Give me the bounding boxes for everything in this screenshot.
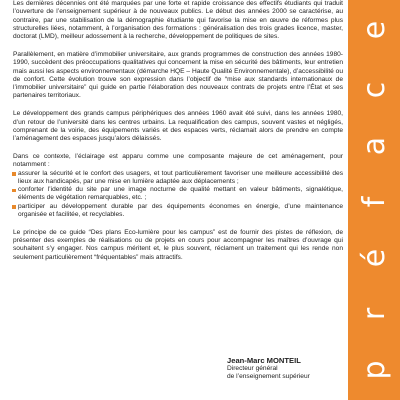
side-title-letter: p (356, 360, 392, 380)
list-item (13, 186, 343, 203)
side-title-letter: f (356, 196, 392, 208)
side-title-letter: e (356, 20, 392, 40)
side-title-word (348, 0, 400, 400)
signatory-title-line1: Directeur général (227, 365, 278, 372)
side-title-band (348, 0, 400, 400)
list-item-text: conforter l’identité du site par une image nocturne de qualité mettant en valeur bâtiments, signalétique, éléments de végétation remarquables, etc. ; (18, 186, 343, 202)
list-item (13, 170, 343, 187)
paragraph-campus-history: Le développement des grands campus périphériques des années 1960 avait été suivi, dans les années 1980, d’un retour de l’université dans les centres urbains. La requalification des campus, souvent vastes et négligés, comprenant de la voirie, des équipements variés et des espaces verts, réclamait alors de prendre en compte l’aménagement des espaces jusqu’alors délaissés. (13, 110, 343, 143)
side-title-letter: r (356, 307, 392, 321)
side-title-letter: é (356, 248, 392, 268)
paragraph-intro: Les dernières décennies ont été marquées par une forte et rapide croissance des effectifs étudiants qui traduit l’ouverture de l’enseignement supérieur à de nouveaux publics. Le début des années 2000 se caractérise, au contraire, par une stabilisation de la démographie étudiante qui favorise la mise en œuvre de réformes plus structurelles liées, notamment, à l’organisation des formations : généralisation des trois grades licence, master, doctorat (LMD), meilleur adossement à la recherche, développement de politiques de sites. (13, 0, 343, 41)
signatory-title-line2: de l’enseignement supérieur (227, 373, 310, 381)
paragraph-real-estate: Parallèlement, en matière d’immobilier universitaire, aux grands programmes de construction des années 1980-1990, succèdent des préoccupations qualitatives qui concernent la mise en sécurité des bâtiments, leur entretien mais aussi les aspects environnementaux (démarche HQE – Haute Qualité Environnementale), d’accessibilité ou de confort. Cette évolution trouve son expression dans l’objectif de “mise aux standards internationaux de l’immobilier universitaire” qui guide en partie l’élaboration des nouveaux contrats de projets entre l’État et ses partenaires territoriaux. (13, 50, 343, 100)
signatory-name: Jean-Marc MONTEIL (227, 356, 301, 365)
square-bullet-icon (12, 172, 16, 176)
paragraph-guide-purpose: Le principe de ce guide “Des plans Eco-lumière pour les campus” est de fournir des pistes de réflexion, de présenter des exemples de réalisations ou de projets en cours pour accompagner les maîtres d’ouvrage qui souhaitent s’y engager. Nos campus méritent et, le plus souvent, réclament un traitement qui les rende non seulement particulièrement “fréquentables” mais attractifs. (13, 228, 343, 261)
preface-body (13, 0, 343, 272)
list-item-text: assurer la sécurité et le confort des usagers, et tout particulièrement favoriser une meilleure accessibilité des lieux aux handicapés, par une mise en lumière adaptée aux déplacements ; (18, 169, 343, 185)
signature-block (227, 356, 357, 382)
side-title-letter: a (356, 136, 392, 156)
list-item (13, 203, 343, 220)
list-item-text: participer au développement durable par des équipements économes en énergie, d’une maintenance organisée et facilitée, et recyclables. (18, 202, 343, 219)
objectives-list (13, 170, 343, 220)
paragraph-context: Dans ce contexte, l’éclairage est apparu comme une composante majeure de cet aménagement, pour notamment : (13, 152, 343, 169)
square-bullet-icon (12, 189, 16, 193)
side-title-letter: c (356, 81, 392, 99)
square-bullet-icon (12, 205, 16, 209)
